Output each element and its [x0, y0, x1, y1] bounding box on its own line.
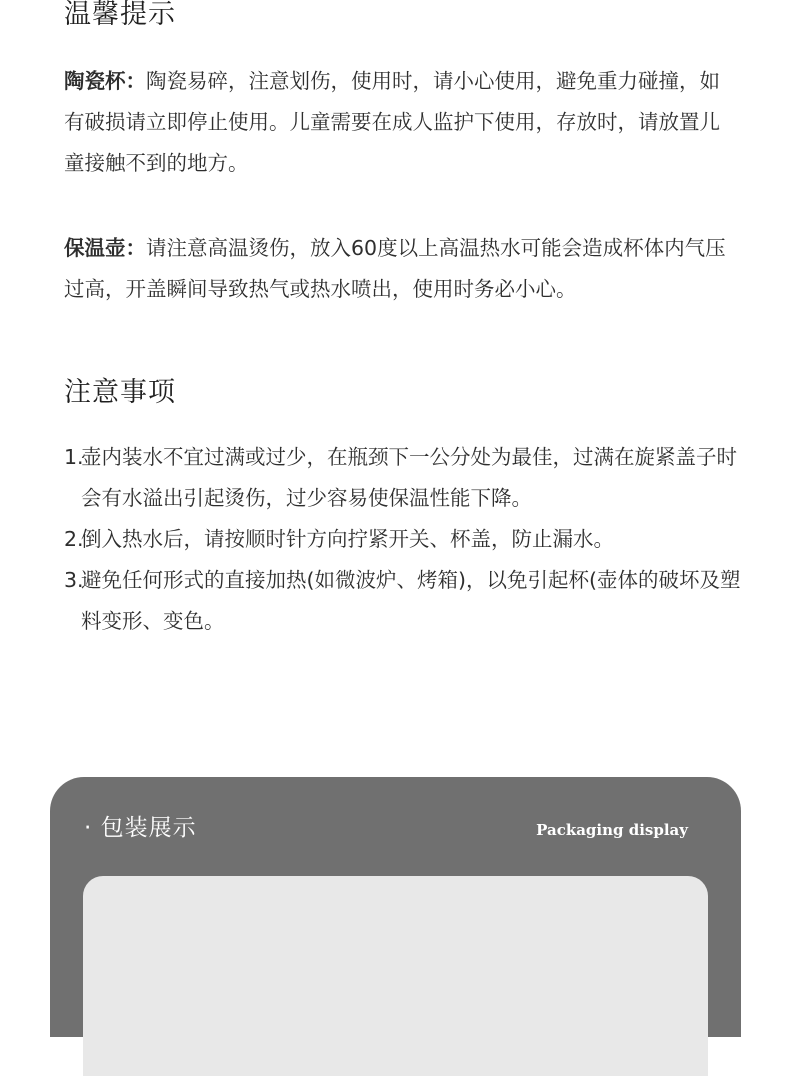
- packaging-display-card: [50, 777, 741, 1037]
- list-item: [64, 437, 744, 519]
- ceramic-cup-text: 陶瓷易碎，注意划伤，使用时，请小心使用，避免重力碰撞，如有破损请立即停止使用。儿童需要在成人监护下使用，存放时，请放置儿童接触不到的地方。: [64, 69, 720, 175]
- list-item-number: 1.: [64, 445, 84, 469]
- thermos-pot-text: 请注意高温烫伤，放入60度以上高温热水可能会造成杯体内气压过高，开盖瞬间导致热气或热水喷出，使用时务必小心。: [64, 236, 726, 301]
- list-item-text: 避免任何形式的直接加热(如微波炉、烤箱)，以免引起杯(壶体的破坏及塑料变形、变色。: [81, 568, 741, 633]
- list-item-text: 壶内装水不宜过满或过少，在瓶颈下一公分处为最佳，过满在旋紧盖子时会有水溢出引起烫伤，过少容易使保温性能下降。: [81, 445, 737, 510]
- packaging-image-area: [83, 876, 708, 1076]
- packaging-subtitle: Packaging display: [536, 821, 688, 839]
- list-item-number: 2.: [64, 527, 84, 551]
- ceramic-cup-label: 陶瓷杯：: [64, 69, 146, 93]
- thermos-pot-tip: [64, 228, 734, 310]
- ceramic-cup-tip: [64, 61, 734, 184]
- notes-section-title: 注意事项: [64, 377, 176, 408]
- list-item: [64, 560, 744, 642]
- list-item-text: 倒入热水后，请按顺时针方向拧紧开关、杯盖，防止漏水。: [81, 527, 614, 551]
- list-item: [64, 519, 744, 560]
- list-item-number: 3.: [64, 568, 84, 592]
- thermos-pot-label: 保温壶：: [64, 236, 146, 260]
- tips-section-title: 温馨提示: [64, 0, 176, 30]
- notes-list: [64, 437, 744, 642]
- packaging-title: · 包装展示: [84, 815, 197, 841]
